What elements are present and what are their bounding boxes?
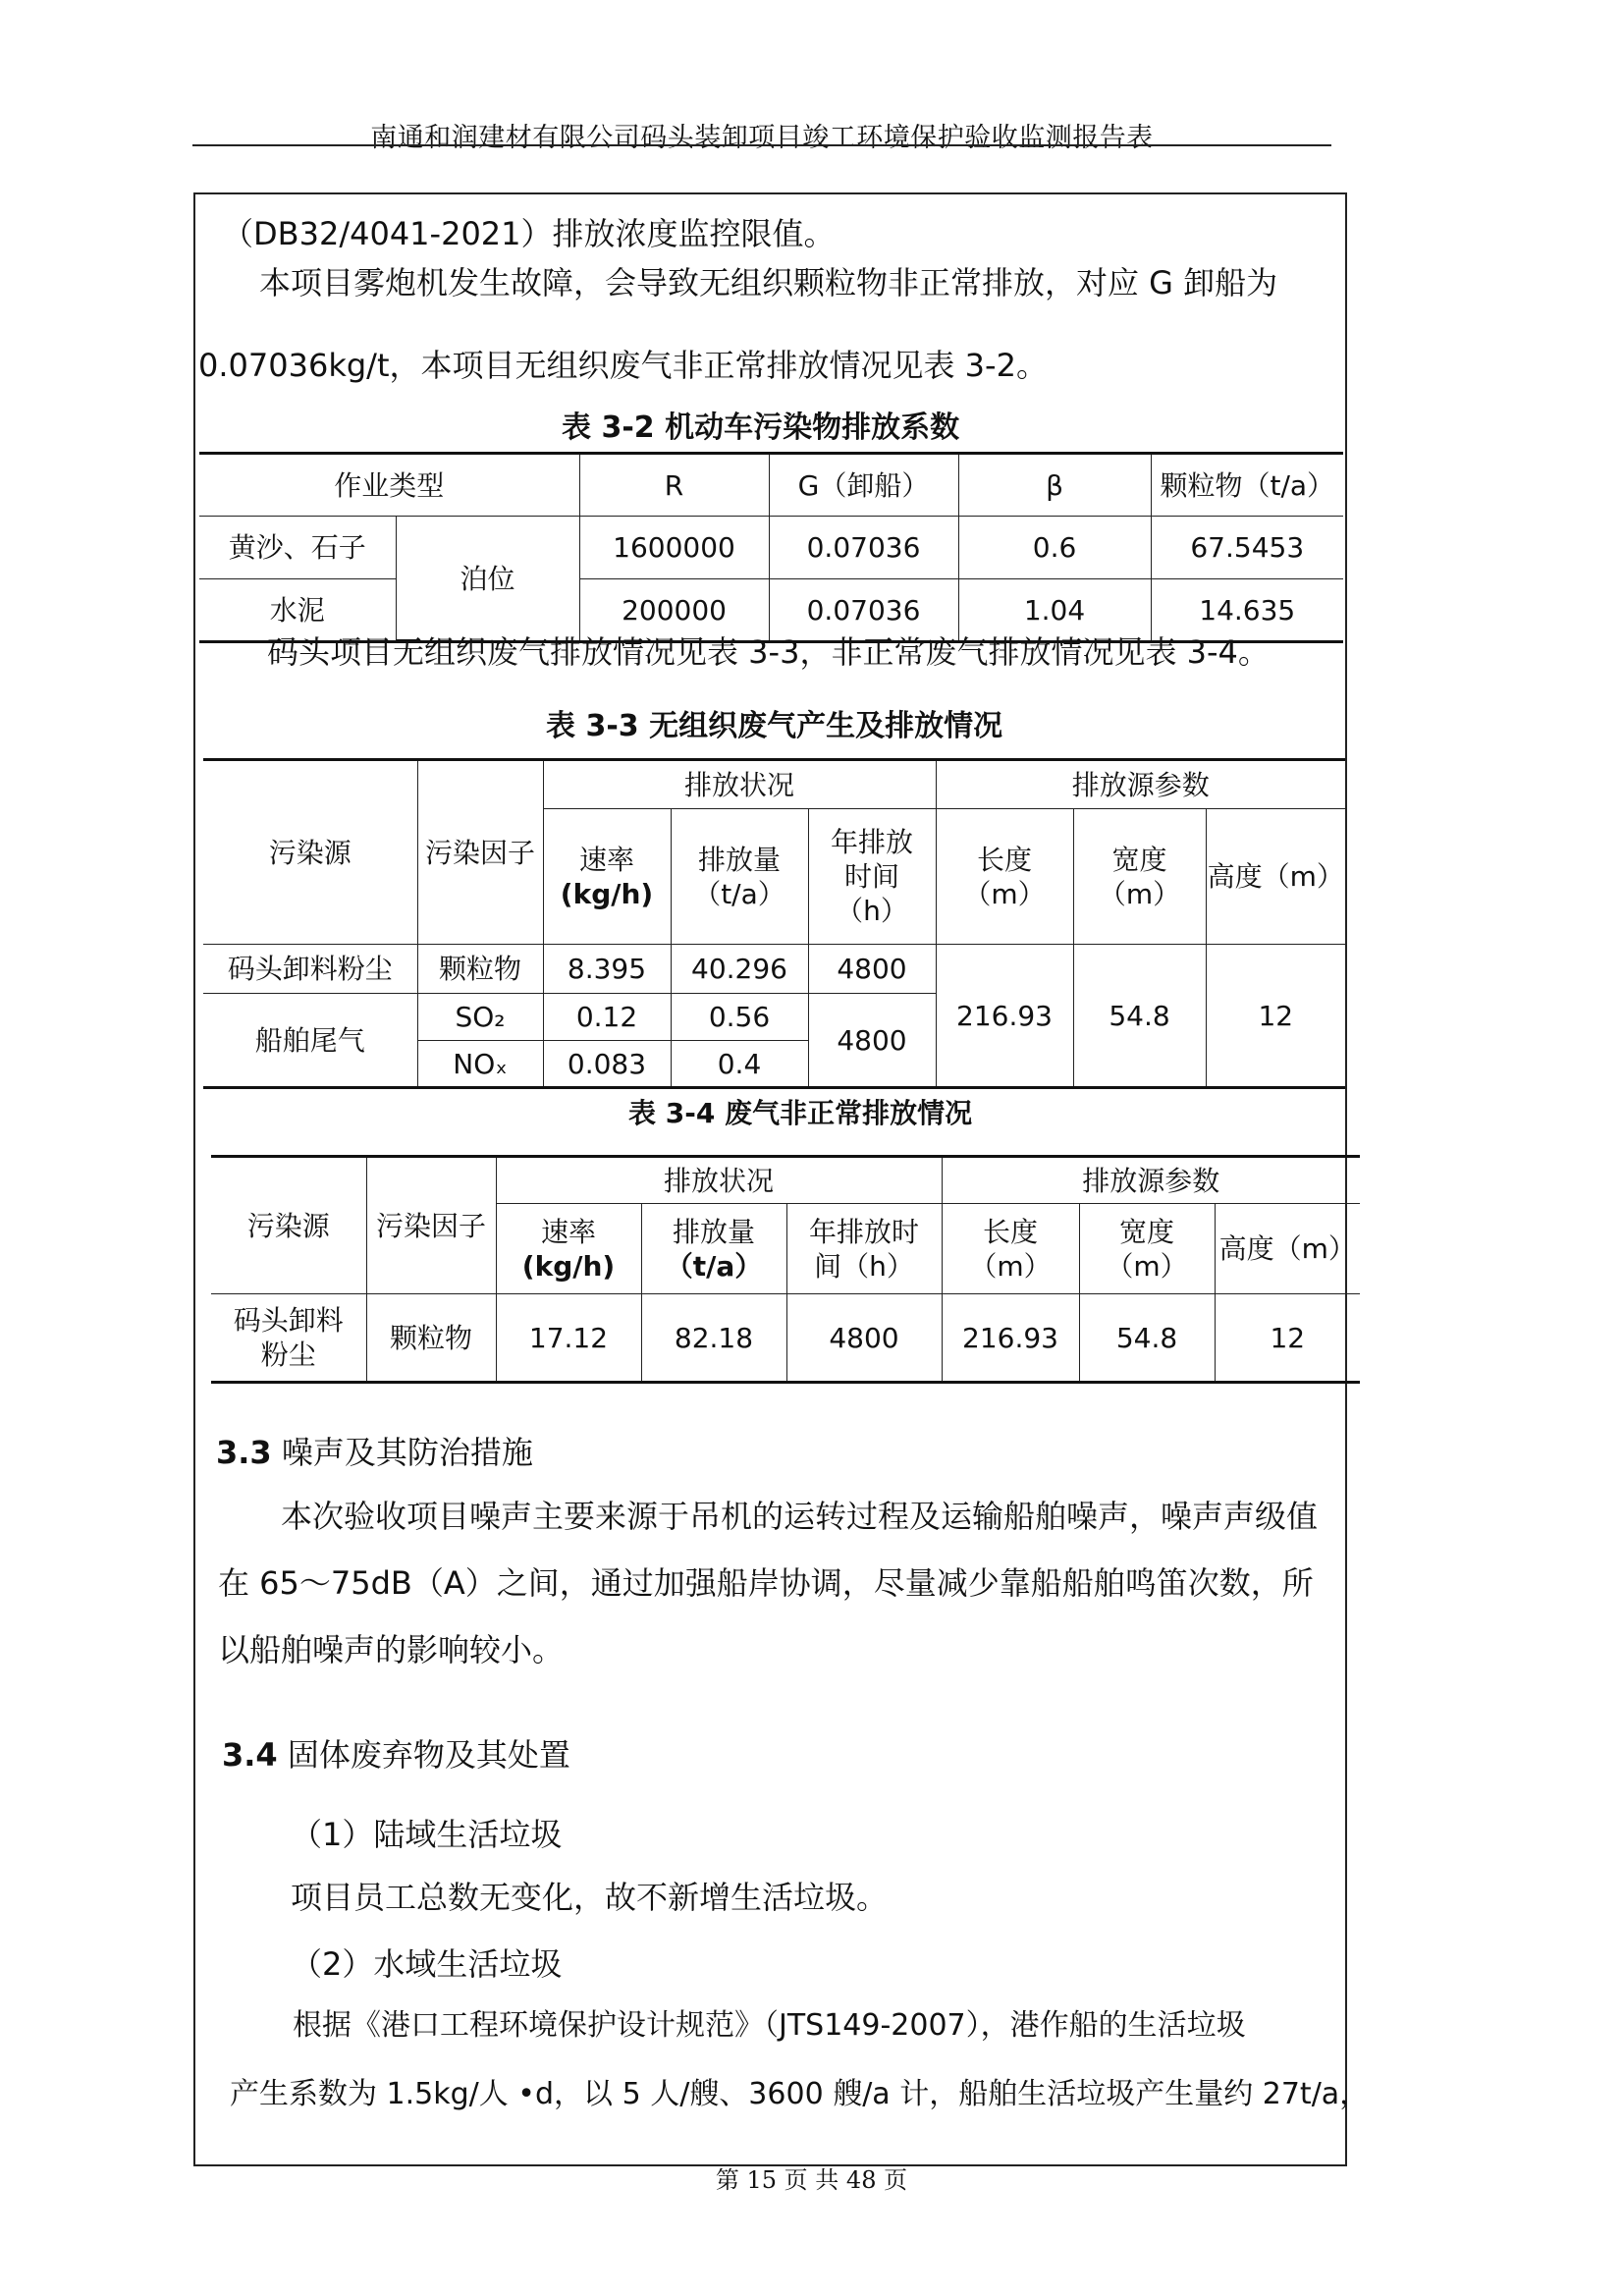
section-3-3-title: 噪声及其防治措施 (281, 1434, 533, 1471)
paragraph-fog-cannon-line1: 本项目雾炮机发生故障，会导致无组织颗粒物非正常排放，对应 G 卸船为 (259, 264, 1278, 301)
table-3-2-cell-g: 0.07036 (769, 517, 958, 579)
section-3-3-number: 3.3 (216, 1434, 272, 1471)
table-3-3-cell-source: 码头卸料粉尘 (203, 945, 417, 994)
table-3-4-time-label: 年排放时 (808, 1215, 919, 1248)
section-3-4-heading (222, 1730, 570, 1776)
table-3-4-header-source: 污染源 (211, 1157, 366, 1294)
table-3-3-rate-label: 速率 (578, 843, 634, 876)
paragraph-noise-line1: 本次验收项目噪声主要来源于吊机的运转过程及运输船舶噪声，噪声声级值 (281, 1498, 1319, 1535)
table-3-3-caption: 表 3-3 无组织废气产生及排放情况 (546, 709, 1003, 743)
table-3-2-caption: 表 3-2 机动车污染物排放系数 (562, 410, 960, 445)
table-3-4-source-line2: 粉尘 (260, 1339, 316, 1371)
table-3-4-cell-length: 216.93 (942, 1294, 1079, 1383)
paragraph-table-references: 码头项目无组织废气排放情况见表 3-3，非正常废气排放情况见表 3-4。 (267, 633, 1270, 671)
table-3-2-header-g: G（卸船） (769, 454, 958, 517)
paragraph-fog-cannon-line2: 0.07036kg/t，本项目无组织废气非正常排放情况见表 3-2。 (198, 347, 1048, 384)
table-3-4-header-width (1079, 1204, 1215, 1294)
table-3-2-cell-beta: 1.04 (958, 579, 1151, 642)
table-3-4-cell-rate: 17.12 (496, 1294, 641, 1383)
table-3-3-cell-rate: 8.395 (543, 945, 671, 994)
table-3-3 (203, 758, 1345, 1089)
table-3-3-time-label-1: 年排放 (830, 826, 913, 858)
table-3-2-header-beta: β (958, 454, 1151, 517)
table-3-4-header-factor: 污染因子 (366, 1157, 496, 1294)
table-3-3-header-width (1073, 809, 1206, 945)
table-3-3-header-time (808, 809, 936, 945)
table-3-4-width-unit: （m） (1106, 1249, 1188, 1283)
table-3-2-cell-name: 黄沙、石子 (199, 517, 396, 579)
table-3-2-cell-r: 200000 (579, 579, 769, 642)
table-3-4-header-status: 排放状况 (496, 1157, 942, 1204)
table-3-3-cell-amount: 0.4 (671, 1041, 808, 1088)
table-3-3-time-label-2: 时间 (843, 860, 899, 893)
table-3-3-cell-factor: SO₂ (417, 994, 543, 1041)
table-3-4-header-params: 排放源参数 (942, 1157, 1360, 1204)
table-3-3-length-label: 长度 (976, 843, 1032, 876)
table-row (203, 945, 1345, 994)
table-3-4-cell-time: 4800 (786, 1294, 942, 1383)
table-3-3-cell-factor: NOₓ (417, 1041, 543, 1088)
table-3-3-header-amount (671, 809, 808, 945)
paragraph-water-waste-line1: 根据《港口工程环境保护设计规范》（JTS149-2007），港作船的生活垃圾 (293, 2008, 1246, 2043)
table-3-4-header-height: 高度（m） (1215, 1204, 1360, 1294)
table-3-2-header-r: R (579, 454, 769, 517)
table-3-4-cell-height: 12 (1215, 1294, 1360, 1383)
paragraph-land-waste-heading: （1）陆域生活垃圾 (291, 1816, 563, 1853)
table-3-4-cell-width: 54.8 (1079, 1294, 1215, 1383)
table-3-4-source-line1: 码头卸料 (233, 1304, 344, 1337)
table-row (199, 517, 1343, 579)
table-3-4-header-time (786, 1204, 942, 1294)
paragraph-standard: （DB32/4041-2021）排放浓度监控限值。 (222, 215, 836, 252)
table-3-4-rate-label: 速率 (540, 1215, 596, 1248)
table-3-3-cell-length: 216.93 (936, 945, 1073, 1088)
table-3-3-cell-time: 4800 (808, 945, 936, 994)
table-3-3-cell-amount: 40.296 (671, 945, 808, 994)
section-3-3-heading (216, 1428, 533, 1473)
document-header: 南通和润建材有限公司码头装卸项目竣工环境保护验收监测报告表 (370, 123, 1154, 153)
table-3-3-length-unit: （m） (963, 877, 1046, 910)
paragraph-noise-line2: 在 65～75dB（A）之间，通过加强船岸协调，尽量减少靠船船舶鸣笛次数，所 (218, 1564, 1314, 1602)
paragraph-water-waste-line2: 产生系数为 1.5kg/人 •d，以 5 人/艘、3600 艘/a 计，船舶生活垃圾产生量约 27t/a， (230, 2077, 1370, 2111)
table-3-2-cell-beta: 0.6 (958, 517, 1151, 579)
table-3-2-header-pm: 颗粒物（t/a） (1151, 454, 1343, 517)
table-3-4-amount-unit: （t/a） (665, 1249, 763, 1283)
paragraph-water-waste-heading: （2）水域生活垃圾 (291, 1945, 563, 1983)
table-3-3-amount-unit: （t/a） (693, 877, 785, 910)
table-3-4-rate-unit: (kg/h) (521, 1249, 616, 1283)
table-row (199, 579, 1343, 642)
table-3-3-width-label: 宽度 (1111, 843, 1167, 876)
table-3-4-length-unit: （m） (969, 1249, 1052, 1283)
header-rule (192, 144, 1331, 146)
table-3-3-rate-unit: (kg/h) (560, 877, 654, 910)
table-3-3-cell-rate: 0.12 (543, 994, 671, 1041)
section-3-4-number: 3.4 (222, 1736, 278, 1774)
paragraph-land-waste: 项目员工总数无变化，故不新增生活垃圾。 (291, 1879, 889, 1916)
table-3-4-header-rate (496, 1204, 641, 1294)
table-3-4-cell-amount: 82.18 (641, 1294, 786, 1383)
table-3-3-cell-amount: 0.56 (671, 994, 808, 1041)
table-3-3-cell-height: 12 (1206, 945, 1345, 1088)
table-3-4 (211, 1155, 1360, 1384)
table-3-3-header-source: 污染源 (203, 760, 417, 945)
table-3-3-header-rate (543, 809, 671, 945)
page-number: 第 15 页 共 48 页 (715, 2166, 908, 2194)
table-3-3-header-height: 高度（m） (1206, 809, 1345, 945)
table-3-4-cell-factor: 颗粒物 (366, 1294, 496, 1383)
table-3-3-width-unit: （m） (1098, 877, 1181, 910)
table-3-4-cell-source (211, 1294, 366, 1383)
paragraph-noise-line3: 以船舶噪声的影响较小。 (218, 1631, 565, 1668)
table-3-3-header-length (936, 809, 1073, 945)
table-3-3-header-status: 排放状况 (543, 760, 936, 809)
table-3-2-cell-pm: 67.5453 (1151, 517, 1343, 579)
table-3-3-time-unit: （h） (836, 895, 908, 927)
table-3-2-cell-name: 水泥 (199, 579, 396, 642)
table-3-3-cell-time: 4800 (808, 994, 936, 1088)
table-3-3-header-factor: 污染因子 (417, 760, 543, 945)
table-3-4-time-unit: 间（h） (814, 1249, 914, 1283)
table-3-4-length-label: 长度 (982, 1215, 1038, 1248)
table-3-3-amount-label: 排放量 (697, 843, 781, 876)
table-3-3-cell-source: 船舶尾气 (203, 994, 417, 1088)
table-3-2-cell-berth: 泊位 (396, 517, 579, 642)
table-3-2-cell-r: 1600000 (579, 517, 769, 579)
table-3-2-cell-g: 0.07036 (769, 579, 958, 642)
table-3-3-cell-width: 54.8 (1073, 945, 1206, 1088)
table-3-4-width-label: 宽度 (1118, 1215, 1174, 1248)
table-row (211, 1294, 1360, 1383)
table-3-2 (199, 452, 1343, 643)
table-3-3-header-params: 排放源参数 (936, 760, 1345, 809)
table-3-2-header-type: 作业类型 (199, 454, 579, 517)
table-3-2-cell-pm: 14.635 (1151, 579, 1343, 642)
table-3-4-header-amount (641, 1204, 786, 1294)
table-3-3-cell-rate: 0.083 (543, 1041, 671, 1088)
table-3-4-header-length (942, 1204, 1079, 1294)
table-3-4-caption: 表 3-4 废气非正常排放情况 (628, 1097, 973, 1129)
table-3-3-cell-factor: 颗粒物 (417, 945, 543, 994)
table-3-4-amount-label: 排放量 (672, 1215, 755, 1248)
section-3-4-title: 固体废弃物及其处置 (287, 1736, 570, 1774)
